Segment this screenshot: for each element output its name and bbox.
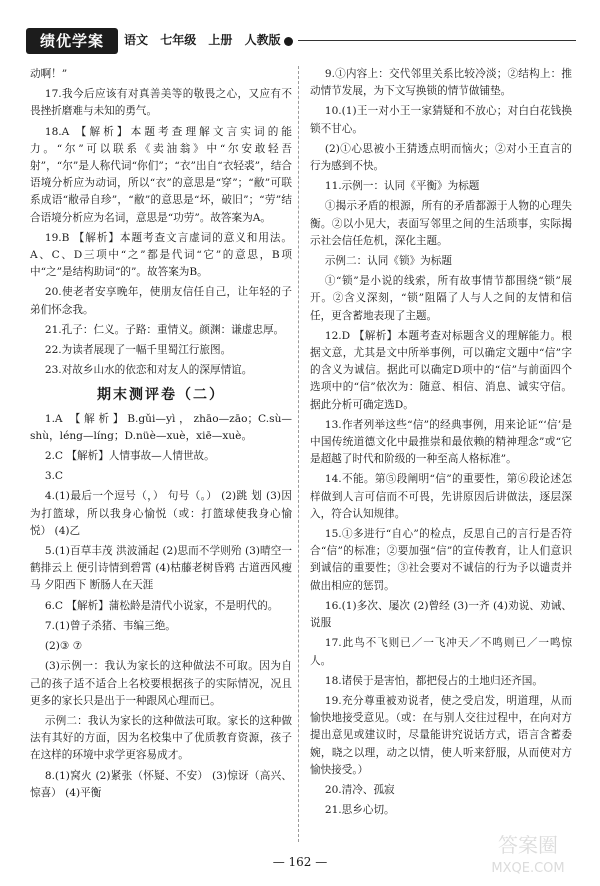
answer-2: 2.C 【解析】人情事故—人情世故。 [44,450,215,463]
answer-20: 20.使老者安享晚年，使朋友信任自己，让年轻的子弟们怀念我。 [30,286,292,316]
watermark-logo [468,828,588,878]
answer-5: 5.(1)百草丰茂 洪波涌起 (2)思而不学则殆 (3)晴空一鹤排云上 便引诗情到碧霄 (4)枯藤老树昏鸦 古道西风瘦马 夕阳西下 断肠人在天涯 [30,545,292,592]
answer-7-1: 7.(1)曾子杀猪、韦编三绝。 [44,619,176,632]
answer-11-4: ①“锁”是小说的线索，所有故事情节都围绕“锁”展开。②含义深刻，“锁”阻隔了人与人之间的友情和信任，更含蓄地表现了主题。 [310,275,572,322]
answer-11-3: 示例二：认同《锁》为标题 [324,255,452,268]
answer-7-4: 示例二：我认为家长的这种做法可取。家长的这种做法有其好的方面，因为名校集中了优质教育资源，孩子在这样的环境中求学更容易成才。 [30,714,292,762]
answer-17: 17.此鸟不飞则已／一飞冲天／不鸣则已／一鸣惊人。 [310,637,572,667]
answer-18: 18.诸侯于是害怕，都把侵占的土地归还齐国。 [324,674,543,687]
answer-6: 6.C 【解析】蒲松龄是清代小说家，不是明代的。 [44,599,279,612]
section-title: 期末测评卷（二） [97,387,225,404]
book-info [124,31,289,48]
answer-7-2: (2)③ ⑦ [44,640,83,653]
answer-4: 4.(1)最后一个逗号（，） 句号（。） (2)跳 划 (3)因为打篮球，所以我身心愉悦（或：打篮球使我身心愉悦） (4)乙 [30,490,292,537]
brand-logo: 绩优学案 [26,28,118,54]
answer-9: 9.①内容上：交代邻里关系比较冷淡；②结构上：推动情节发展，为下文写换锁的情节做铺垫。 [310,68,572,98]
answer-1: 1.A 【解析】B.gǔi—yì，zhāo—zāo；C.sù—shù，léng—líng；D.nüè—xuè，xiē—xuè。 [30,412,292,442]
edition-label: 人教版 [244,33,281,47]
answer-21: 21.孔子：仁义。子路：重情义。颜渊：谦虚忠厚。 [44,323,285,336]
answer-16: 16.(1)多次、屡次 (2)曾经 (3)一齐 (4)劝说、劝诫、说服 [310,599,572,630]
watermark-url: MXQE.COM [491,861,565,876]
answer-20: 20.清冷、孤寂 [324,783,395,796]
answer-17: 17.我今后应该有对真善美等的敬畏之心，又应有不畏挫折磨难与未知的勇气。 [30,88,292,118]
answer-19: 19.B 【解析】本题考查文言虚词的意义和用法。A、C、D三项中“之”都是代词“它”的意思，B项中“之”是结构助词“的”。故答案为B。 [30,231,292,279]
right-column [310,66,572,822]
answer-7-3: (3)示例一：我认为家长的这种做法不可取。因为自己的孩子适不适合上名校要根据孩子的实际情况，况且更多的家长只是出于一种跟风心理而已。 [30,660,292,707]
answer-15: 15.①多进行“自心”的检点，反思自己的言行是否符合“信”的标准；②要加强“信”的宣传教育，让人们意识到诚信的重要性；③社会要对不诚信的行为予以谴责并做出相应的惩罚。 [310,528,572,592]
answer-11-2: ①揭示矛盾的根源，所有的矛盾都源于人物的心理失衡。②以小见大，表面写邻里之间的生活琐事，实际揭示社会信任危机，深化主题。 [310,200,572,247]
answer-text: 动啊！” [30,68,68,80]
column-divider [298,66,299,842]
volume-label: 上册 [208,33,233,47]
page-number: — 162 — [272,855,328,869]
answer-22: 22.为读者展现了一幅千里蜀江行旅图。 [44,344,232,357]
answer-3: 3.C [44,470,64,483]
grade-label: 七年级 [160,33,197,47]
watermark-text: 答案圈 [498,833,558,857]
answer-13: 13.作者列举这些“信”的经典事例，用来论证“‘信’是中国传统道德文化中最推崇和最依赖的精神理念”或“它是超越了时代和阶级的一种至高人格标准”。 [310,418,572,466]
answer-12: 12.D 【解析】本题考查对标题含义的理解能力。根据文意，尤其是文中所举事例，可以确定文题中“信”字的含义为诚信。据此可以确定D项中的“信”与前面四个选项中的“信”依次为：随意、相信、消息、诚实守信。据此分析可确定选D。 [310,329,572,411]
answer-10-2: (2)①心思被小王猜透点明而恼火；②对小王直言的行为感到不快。 [310,142,572,173]
answer-14: 14.不能。第⑤段阐明“信”的重要性，第⑥段论述怎样做到人言可信而不可畏，先讲原因后讲做法，逐层深入，符合认知规律。 [310,473,572,520]
answer-8: 8.(1)窝火 (2)紧张（怀疑、不安） (3)惊讶（高兴、惊喜） (4)平衡 [30,769,292,799]
subject-label: 语文 [124,33,149,47]
answer-19: 19.充分尊重被劝说者，使之受启发，明道理，从而愉快地接受意见。（或：在与别人交往过程中，在向对方提出意见或建议时，尽量能讲究说话方式，语言含蓄委婉，晓之以理，动之以情，使人听来舒服，从而使对方愉快接受。） [310,694,572,776]
answer-18: 18.A 【解析】本题考查理解文言实词的能力。“尔”可以联系《卖油翁》中“尔安敢轻吾射”，“尔”是人称代词“你们”；“衣”出自“衣轻裘”，结合语境分析应为动词，所以“衣”的意思是“穿”；“敝”可联系成语“敝帚自珍”，“敝”的意思是“坏，破旧”；“劳”结合语境分析应为名词，意思是“功劳”。故答案为A。 [30,125,292,224]
header-rule [298,40,576,41]
left-column [30,66,292,805]
answer-11-1: 11.示例一：认同《平衡》为标题 [324,180,480,193]
header-dot-icon [284,37,293,46]
page-header [0,0,600,56]
answer-21: 21.思乡心切。 [324,804,395,817]
answer-23: 23.对故乡山水的依恋和对友人的深厚情谊。 [44,364,253,377]
answer-10-1: 10.(1)王一对小王一家猜疑和不放心；对白白花钱换锁不甘心。 [310,105,572,135]
